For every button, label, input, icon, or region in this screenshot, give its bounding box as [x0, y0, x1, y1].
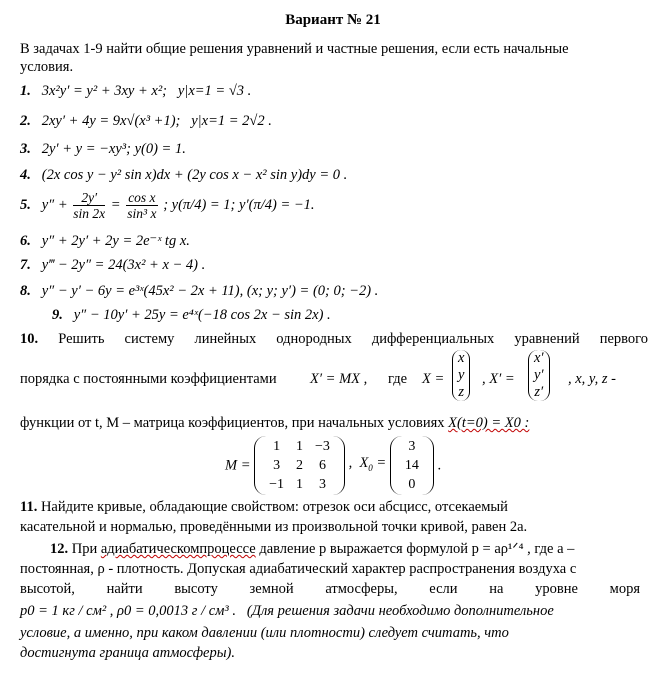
- matrix-block: M = 1 1 −3 3 2 6 −1 1 3 , $X_0$ = 3 14 0 .: [225, 436, 441, 492]
- problem-10-line-1: 10. Решить систему линейных однородных дифференциальных уравнений первого: [20, 331, 649, 347]
- problem-12-line-6: достигнута граница атмосферы).: [20, 645, 236, 661]
- problem-12-line-2: постоянная, ρ - плотность. Допуская адиабатический характер распространения воздуха с: [20, 561, 577, 577]
- problem-6: 6. y″ + 2y′ + 2y = 2e⁻ˣ tg x.: [20, 233, 190, 249]
- problem-8-equation: y″ − y′ − 6y = e³ˣ(45x² − 2x + 11), (x; y; y′) = (0; 0; −2) .: [41, 283, 379, 299]
- problem-9-equation: y″ − 10y′ + 25y = e⁴ˣ(−18 cos 2x − sin 2x) .: [73, 307, 331, 323]
- matrix-equation: X′ = MX ,: [310, 371, 368, 387]
- problem-12-line-4: p0 = 1 кг / см² , ρ0 = 0,0013 г / см³ . (Для решения задачи необходимо дополнительное: [20, 603, 554, 619]
- page-title: Вариант № 21: [285, 12, 381, 28]
- problem-7: 7. y‴ − 2y″ = 24(3x² + x − 4) .: [20, 257, 206, 273]
- problem-1-condition: y|x=1 = √3 .: [177, 83, 252, 99]
- problem-10-line-2: порядка с постоянными коэффициентами X′ = MX , где X = x y z , X′ = x′ y′ z′ , x, y, z -: [20, 350, 616, 400]
- problem-3: 3. 2y′ + y = −xy³; y(0) = 1.: [20, 141, 186, 157]
- intro-text: В задачах 1-9 найти общие решения уравнений и частные решения, если есть начальные: [20, 41, 569, 57]
- problem-1-equation: 3x²y′ = y² + 3xy + x²;: [41, 83, 168, 99]
- problem-3-equation: 2y′ + y = −xy³; y(0) = 1.: [41, 141, 186, 157]
- initial-condition: X(t=0) = X0 :: [448, 415, 530, 431]
- problem-12-line-1: 12. При адиабатическомпроцессе давление p выражается формулой p = aρ¹ᐟ⁴ , где a –: [50, 541, 575, 557]
- matrix-m: 1 1 −3 3 2 6 −1 1 3: [254, 436, 345, 495]
- intro-text-2: условия.: [20, 59, 74, 75]
- misspelled-word: адиабатическомпроцессе: [100, 541, 256, 557]
- problem-12-line-3: высотой, найти высоту земной атмосферы, если на уровне моря: [20, 581, 640, 597]
- problem-11-line-2: касательной и нормалью, проведёнными из произвольной точки кривой, равен 2a.: [20, 519, 528, 535]
- vector-x-prime: x′ y′ z′: [528, 350, 550, 401]
- problem-8: 8. y″ − y′ − 6y = e³ˣ(45x² − 2x + 11), (x; y; y′) = (0; 0; −2) .: [20, 283, 379, 299]
- problem-9: 9. y″ − 10y′ + 25y = e⁴ˣ(−18 cos 2x − sin 2x) .: [52, 307, 331, 323]
- problem-7-equation: y‴ − 2y″ = 24(3x² + x − 4) .: [41, 257, 206, 273]
- fraction-2: $\frac{\text{cos x}}{\text{sin³ x}}$: [127, 190, 157, 222]
- problem-2-condition: y|x=1 = 2√2 .: [191, 113, 272, 129]
- problem-5: 5. y″ + $\frac{2y'}{\sin 2x}$ = $\frac{\text{cos x}}{\text{sin³ x}}$ ; y(π/4) = 1; y′(π/4) = −1.: [20, 190, 315, 222]
- problem-10-line-3: функции от t, M – матрица коэффициентов, при начальных условиях X(t=0) = X0 :: [20, 415, 530, 431]
- problem-4: 4. (2x cos y − y² sin x)dx + (2y cos x − x² sin y)dy = 0 .: [20, 167, 348, 183]
- problem-2-equation: 2xy′ + 4y = 9x√(x³ +1);: [41, 113, 181, 129]
- problem-1: 1. 3x²y′ = y² + 3xy + x²; y|x=1 = √3 .: [20, 83, 252, 99]
- problem-4-equation: (2x cos y − y² sin x)dx + (2y cos x − x² sin y)dy = 0 .: [41, 167, 348, 183]
- vector-x0: 3 14 0: [390, 436, 434, 495]
- problem-11-line-1: 11. Найдите кривые, обладающие свойством: отрезок оси абсцисс, отсекаемый: [20, 499, 508, 515]
- vector-x: x y z: [452, 350, 470, 401]
- problem-2: 2. 2xy′ + 4y = 9x√(x³ +1); y|x=1 = 2√2 .: [20, 113, 272, 129]
- problem-5-condition: ; y(π/4) = 1; y′(π/4) = −1.: [163, 197, 315, 213]
- problem-12-line-5: условие, а именно, при каком давлении (или плотности) следует считать, что: [20, 625, 509, 641]
- fraction-1: $\frac{2y'}{\sin 2x}$: [73, 190, 106, 222]
- problem-6-equation: y″ + 2y′ + 2y = 2e⁻ˣ tg x.: [41, 233, 190, 249]
